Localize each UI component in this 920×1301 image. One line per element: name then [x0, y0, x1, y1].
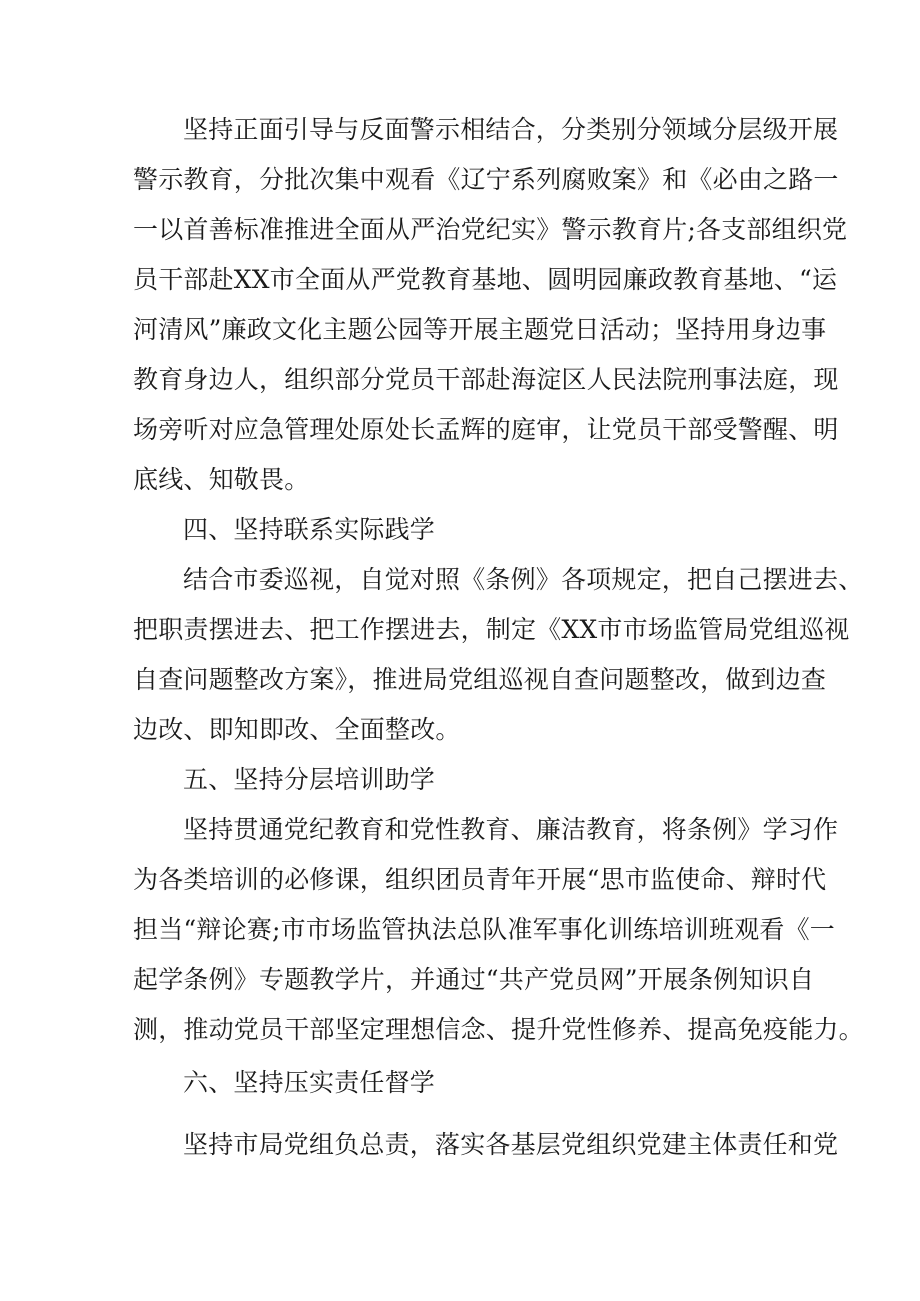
paragraph-line: 边改、即知即改、全面整改。	[133, 715, 461, 744]
paragraph-line: 担当“辩论赛;市市场监管执法总队准军事化训练培训班观看《一	[133, 915, 836, 944]
paragraph-line: 坚持市局党组负总责，落实各基层党组织党建主体责任和党	[183, 1130, 839, 1159]
paragraph-line: 结合市委巡视，自觉对照《条例》各项规定，把自己摆进去、	[183, 565, 864, 594]
paragraph-line: 员干部赴XX市全面从严党教育基地、圆明园廉政教育基地、“运	[133, 265, 838, 294]
section-heading-4: 四、坚持联系实际践学	[183, 515, 436, 544]
paragraph-line: 测，推动党员干部坚定理想信念、提升党性修养、提高免疫能力。	[133, 1015, 864, 1044]
section-heading-6: 六、坚持压实责任督学	[183, 1068, 436, 1097]
paragraph-line: 场旁听对应急管理处原处长孟辉的庭审，让党员干部受警醒、明	[133, 415, 839, 444]
paragraph-line: 自查问题整改方案》，推进局党组巡视自查问题整改，做到边查	[133, 665, 827, 694]
paragraph-line: 起学条例》专题教学片，并通过“共产党员网”开展条例知识自	[133, 965, 815, 994]
paragraph-line: 把职责摆进去、把工作摆进去，制定《XX市市场监管局党组巡视	[133, 615, 850, 644]
paragraph-line: 一以首善标准推进全面从严治党纪实》警示教育片;各支部组织党	[133, 215, 848, 244]
paragraph-line: 坚持正面引导与反面警示相结合，分类别分领域分层级开展	[183, 115, 839, 144]
paragraph-line: 为各类培训的必修课，组织团员青年开展“思市监使命、辩时代	[133, 865, 827, 894]
section-heading-5: 五、坚持分层培训助学	[183, 765, 436, 794]
paragraph-line: 警示教育，分批次集中观看《辽宁系列腐败案》和《必由之路一	[133, 165, 839, 194]
paragraph-line: 河清风”廉政文化主题公园等开展主题党日活动；坚持用身边事	[133, 315, 827, 344]
paragraph-line: 底线、知敬畏。	[133, 465, 310, 494]
paragraph-line: 坚持贯通党纪教育和党性教育、廉洁教育，将条例》学习作	[183, 815, 839, 844]
paragraph-line: 教育身边人，组织部分党员干部赴海淀区人民法院刑事法庭，现	[133, 365, 839, 394]
